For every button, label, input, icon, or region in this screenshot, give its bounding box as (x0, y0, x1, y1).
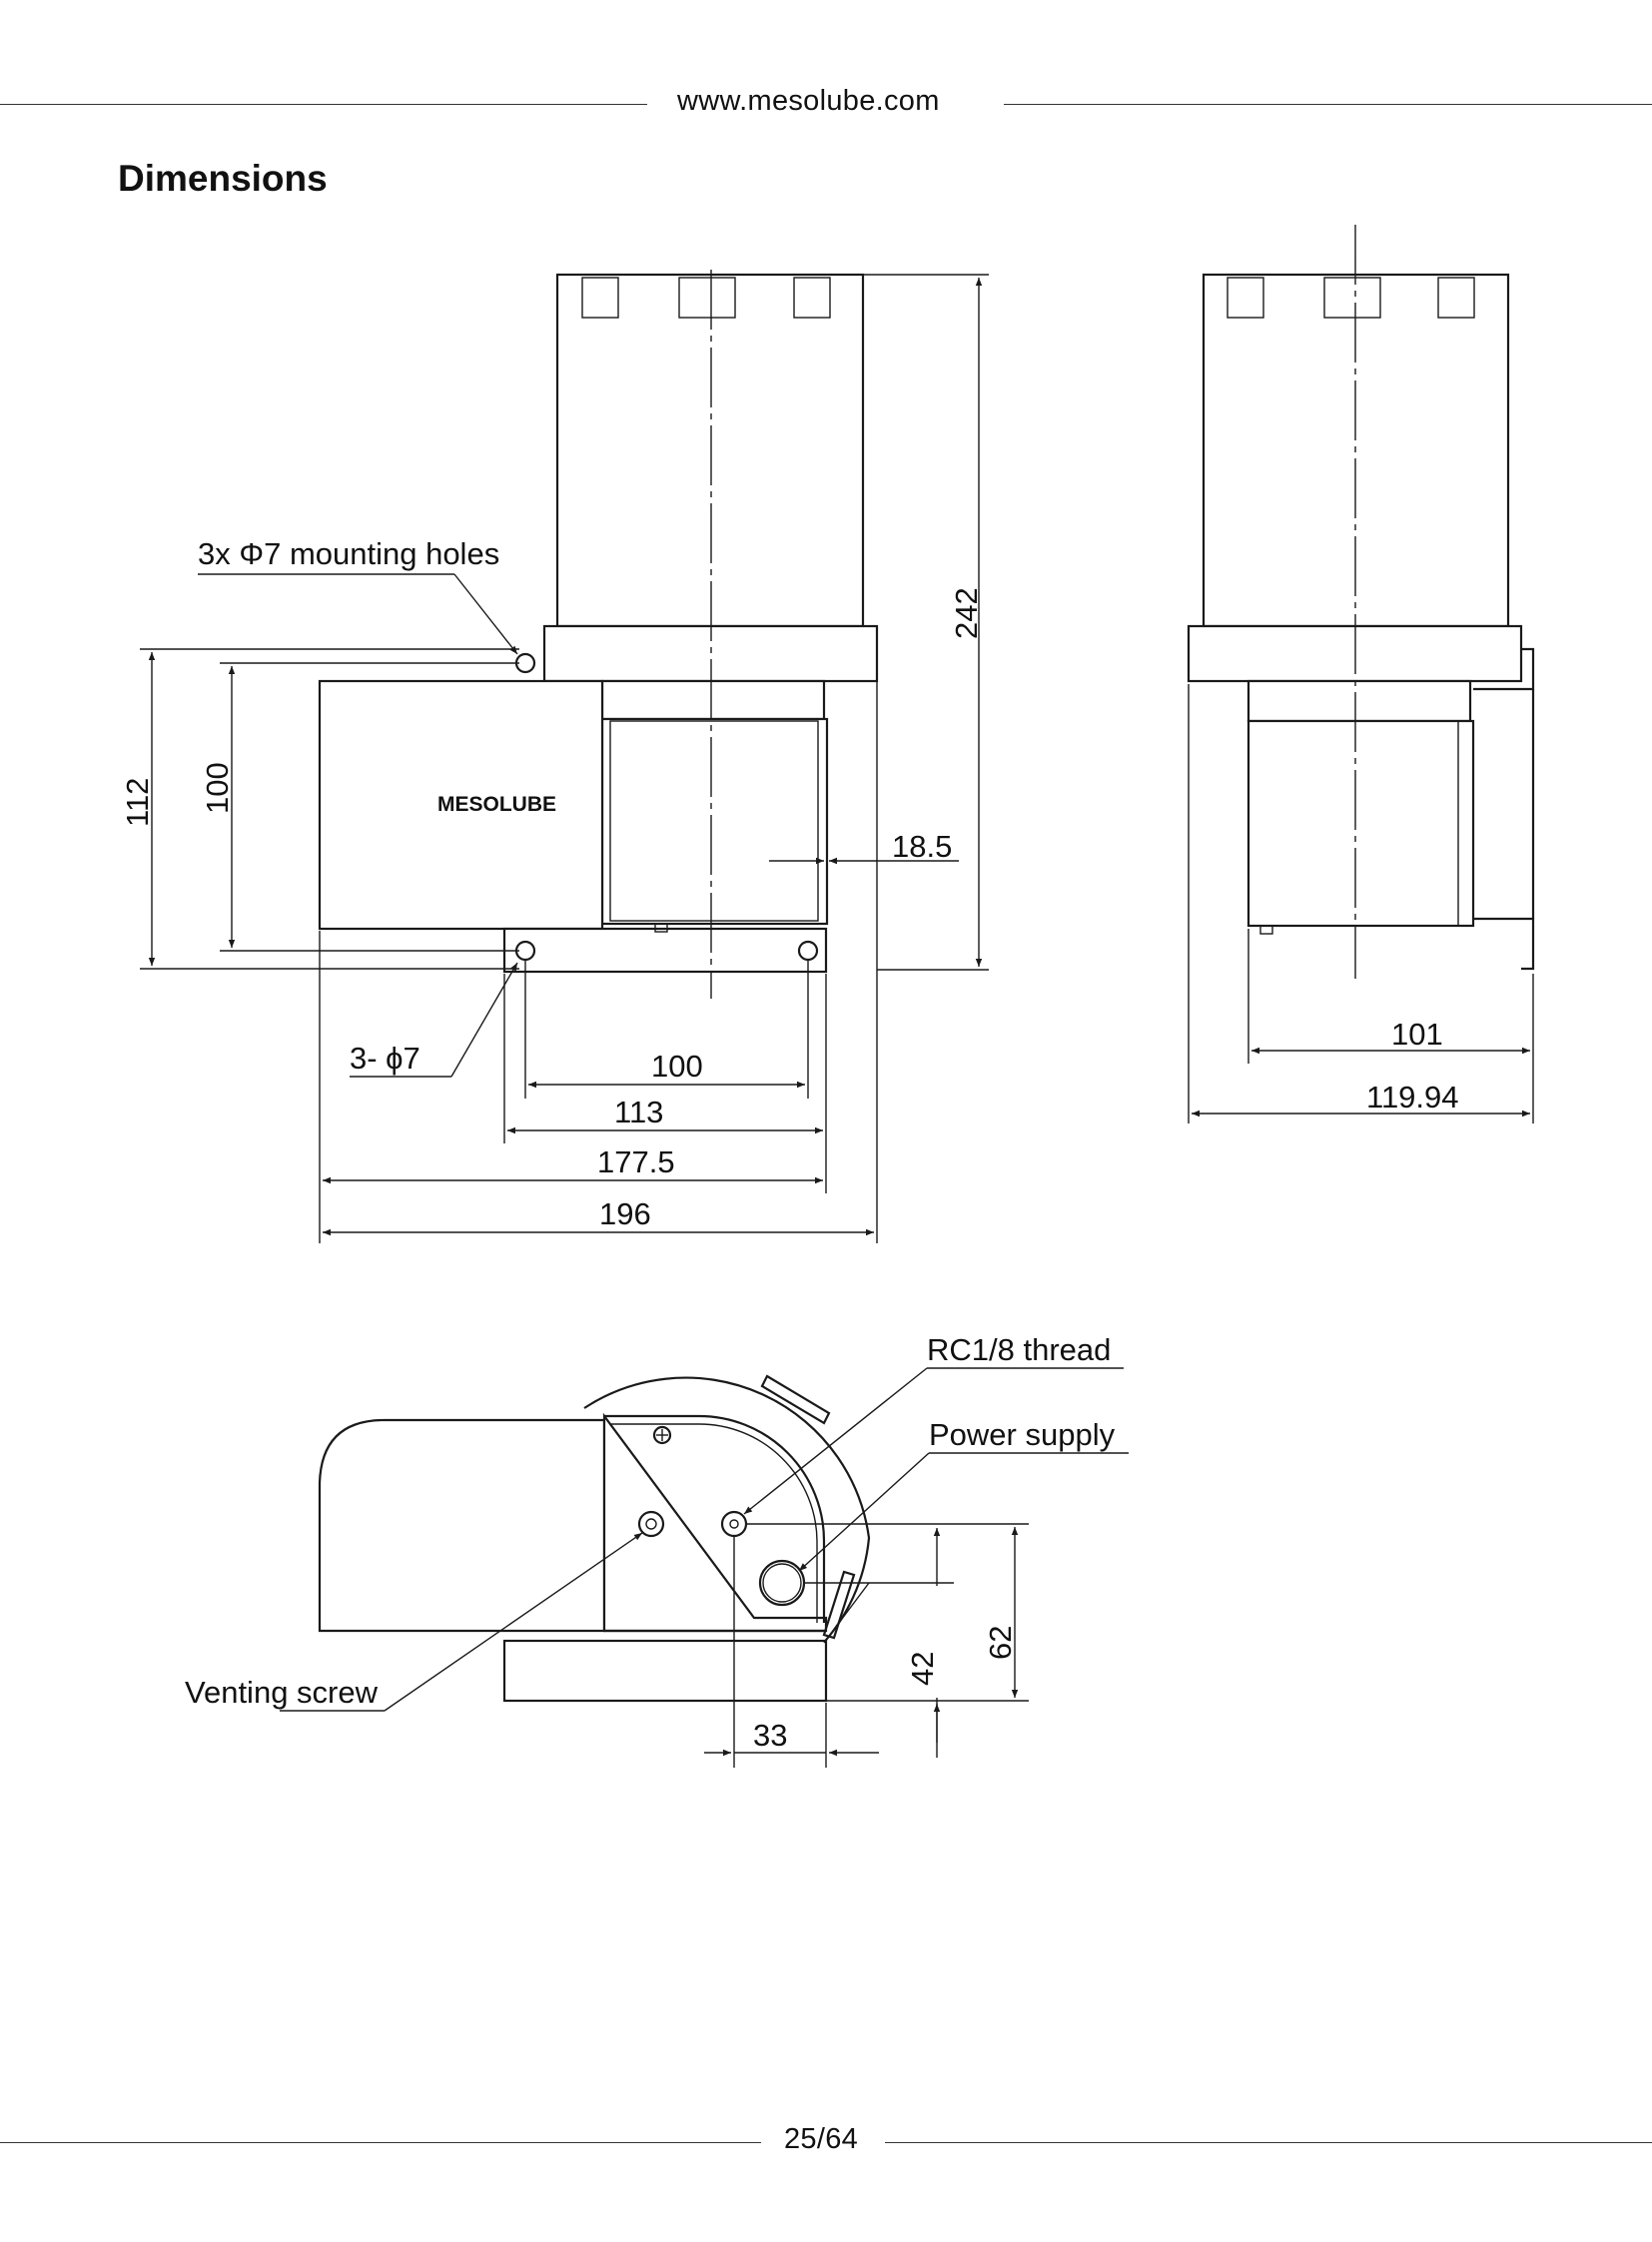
side-view (1189, 225, 1533, 1123)
page-number: 25/64 (784, 2123, 859, 2155)
callout-mounting-holes: 3x Φ7 mounting holes (198, 536, 500, 571)
front-view (120, 270, 989, 1243)
callout-venting-screw: Venting screw (185, 1675, 378, 1710)
dim-177-5: 177.5 (597, 1144, 675, 1179)
callout-holes-short: 3- ϕ7 (350, 1041, 420, 1076)
footer-rule-right (885, 2142, 1652, 2143)
bottom-housing (320, 1420, 604, 1631)
callout-power-supply: Power supply (929, 1417, 1116, 1452)
footer-rule-left (0, 2142, 761, 2143)
bottom-view (185, 1332, 1129, 1768)
website-header: www.mesolube.com (677, 85, 940, 117)
page-title: Dimensions (118, 158, 328, 199)
dim-100-horizontal: 100 (651, 1049, 703, 1084)
dim-18-5: 18.5 (892, 829, 953, 864)
dim-119-94: 119.94 (1366, 1080, 1459, 1115)
dim-113: 113 (614, 1095, 664, 1129)
rc-thread-port (722, 1512, 746, 1536)
brand-label: MESOLUBE (437, 793, 557, 816)
dim-100-vertical: 100 (200, 762, 235, 814)
dim-33: 33 (753, 1718, 788, 1753)
dim-242: 242 (949, 587, 984, 639)
power-supply-port (760, 1561, 804, 1605)
callout-rc-thread: RC1/8 thread (927, 1332, 1112, 1367)
dim-196: 196 (599, 1196, 651, 1231)
dim-62: 62 (983, 1625, 1018, 1660)
front-reservoir (557, 275, 863, 626)
dim-112: 112 (120, 777, 155, 827)
dim-42: 42 (905, 1651, 940, 1686)
dim-101: 101 (1391, 1017, 1443, 1052)
